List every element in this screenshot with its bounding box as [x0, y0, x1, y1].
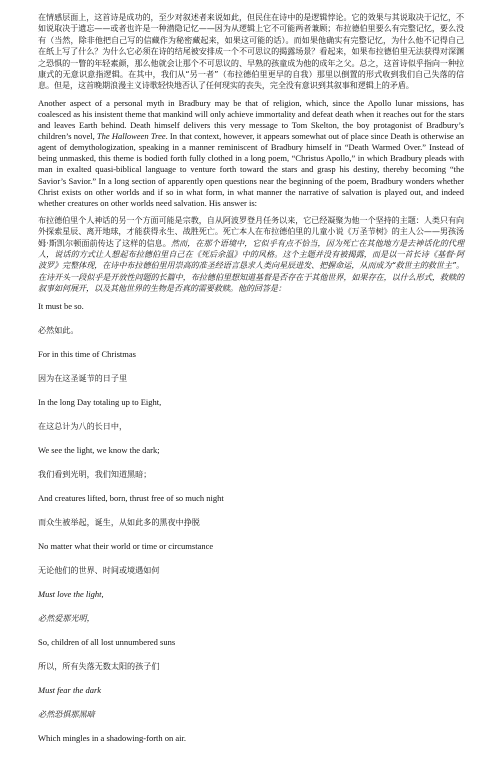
- paragraph-zh-3-part-b: 然而，在那个语境中，它似乎有点不恰当，因为死亡在其他地方是去神话化的代理人，说话的方式让人想起布拉德伯里自己在《死后余温》中的风格。这个主题并没有被揭露，而是以一首长诗《基督·阿波罗》完整体现，在诗中布拉德伯里用崇高的准圣经语言恳求人类向星辰进发、把握命运，从而成为“救世主的救世主”。在诗开头一段似乎是开放性问题的长篇中，布拉德伯里想知道基督是否存在于其他世界，如果存在，以什么形式，救赎的叙事如何展开，以及其他世界的生物是否真的需要救赎。他的回答是：: [38, 237, 465, 294]
- paragraph-zh-3: [38, 215, 464, 295]
- paragraph-zh-1: 在情感层面上，这首诗是成功的，至少对叙述者来说如此，但民住在诗中的是逻辑悖论。它的效果与其说取决于记忆，不如说取决于遗忘——或者也许是一种潜隐记忆——因为从逻辑上它不可能两者兼顾；布拉德伯里要么有完整记忆，要么没有（当然，除非他把自己写的信藏作为秘密藏起来，如果这可能的话）。而如果他确实有完整记忆，为什么他不记得自己在纸上写了什么？为什么它必须在诗的结尾被安排成一个不可思议的揭露场景？看起来，如果布拉德伯里无法获得对深渊之恐惧的一瞥的年轻素颜，那么他就会让那个不可思议的、早熟的孩童成为他的成年之父。总之，这首诗似乎指向一种拉康式的无意识意指逻辑。在其中，我们从“另一者”（布拉德伯里更早的自我）那里以倒置的形式收到我们自己失落的信息。但是，这首晚期浪漫主义诗歌轻快地否认了任何现实的丧失，完全没有意识到其叙事和逻辑上的矛盾。: [38, 12, 464, 91]
- poem-line-en: We see the light, we know the dark;: [38, 444, 160, 455]
- poem-line-en: No matter what their world or time or circumstance: [38, 540, 214, 551]
- poem-line-zh: 必然如此。: [38, 324, 79, 335]
- poem: [38, 301, 464, 744]
- paragraph-en-2-part-b: . In that context, however, it appears somewhat out of place since Death is otherwise an agent of demythologization, speaking in a manner reminiscent of Bradbury himself in “Death Warmed Over.” Instead of being unmasked, this theme is bodied forth fully clothed in a long poem, “Christus Apollo,” in which Bradbury pleads with man in exalted quasi-biblical language to venture forth toward the stars and grasp his destiny, thereby becoming “the Savior’s Savior.” In a long section of apparently open questions near the beginning of the poem, Bradbury wonders whether Christ exists on other worlds and if so in what form, in what manner the narrative of salvation is played out, and indeed whether creatures on other worlds need salvation. His answer is:: [38, 131, 464, 208]
- paragraph-en-2-part-a: Another aspect of a personal myth in Bradbury may be that of religion, which, since the Apollo lunar missions, has coalesced as his insistent theme that mankind will only achieve immortality and defeat death when it reaches out for the stars and leaves Earth behind. Death himself delivers this very message to Tom Skelton, the boy protagonist of Bradbury’s children’s novel,: [38, 97, 464, 142]
- poem-line-en: Must love the light,: [38, 588, 104, 599]
- poem-line-en: And creatures lifted, born, thrust free of so much night: [38, 492, 224, 503]
- poem-line-zh: 必然恐惧那黑暗: [38, 708, 95, 719]
- poem-line-zh: 必然爱那光明，: [38, 612, 95, 623]
- poem-line-en: It must be so.: [38, 300, 84, 311]
- poem-line-zh: 在这总计为八的长日中，: [38, 420, 128, 431]
- book-title-halloween-tree: The Halloween Tree: [96, 131, 166, 142]
- poem-line-en: In the long Day totaling up to Eight,: [38, 396, 162, 407]
- poem-line-zh: 无论他们的世界、时间或境遇如何: [38, 564, 160, 575]
- poem-line-en: For in this time of Christmas: [38, 348, 136, 359]
- poem-line-en: Must fear the dark: [38, 684, 102, 695]
- document-page: [38, 12, 464, 757]
- poem-line-zh: 而众生被举起，诞生，从如此多的黑夜中挣脱: [38, 516, 200, 527]
- poem-line-en: Which mingles in a shadowing-forth on air.: [38, 732, 187, 743]
- poem-line-zh: 所以，所有失落无数太阳的孩子们: [38, 660, 160, 671]
- poem-line-zh: 我们看到光明，我们知道黑暗；: [38, 468, 152, 479]
- paragraph-en-2: [38, 98, 464, 209]
- poem-line-en: So, children of all lost unnumbered suns: [38, 636, 176, 647]
- poem-line-zh: 因为在这圣诞节的日子里: [38, 372, 128, 383]
- paragraph-zh-3-part-a: 布拉德伯里个人神话的另一个方面可能是宗教，自从阿波罗登月任务以来，它已经凝聚为他一个坚持的主题：人类只有向外探索星辰、离开地球，才能获得永生、战胜死亡。死亡本人在布拉德伯里的儿童小说《万圣节树》的主人公——男孩汤姆·斯凯尔顿面前传达了这样的信息。: [38, 214, 464, 248]
